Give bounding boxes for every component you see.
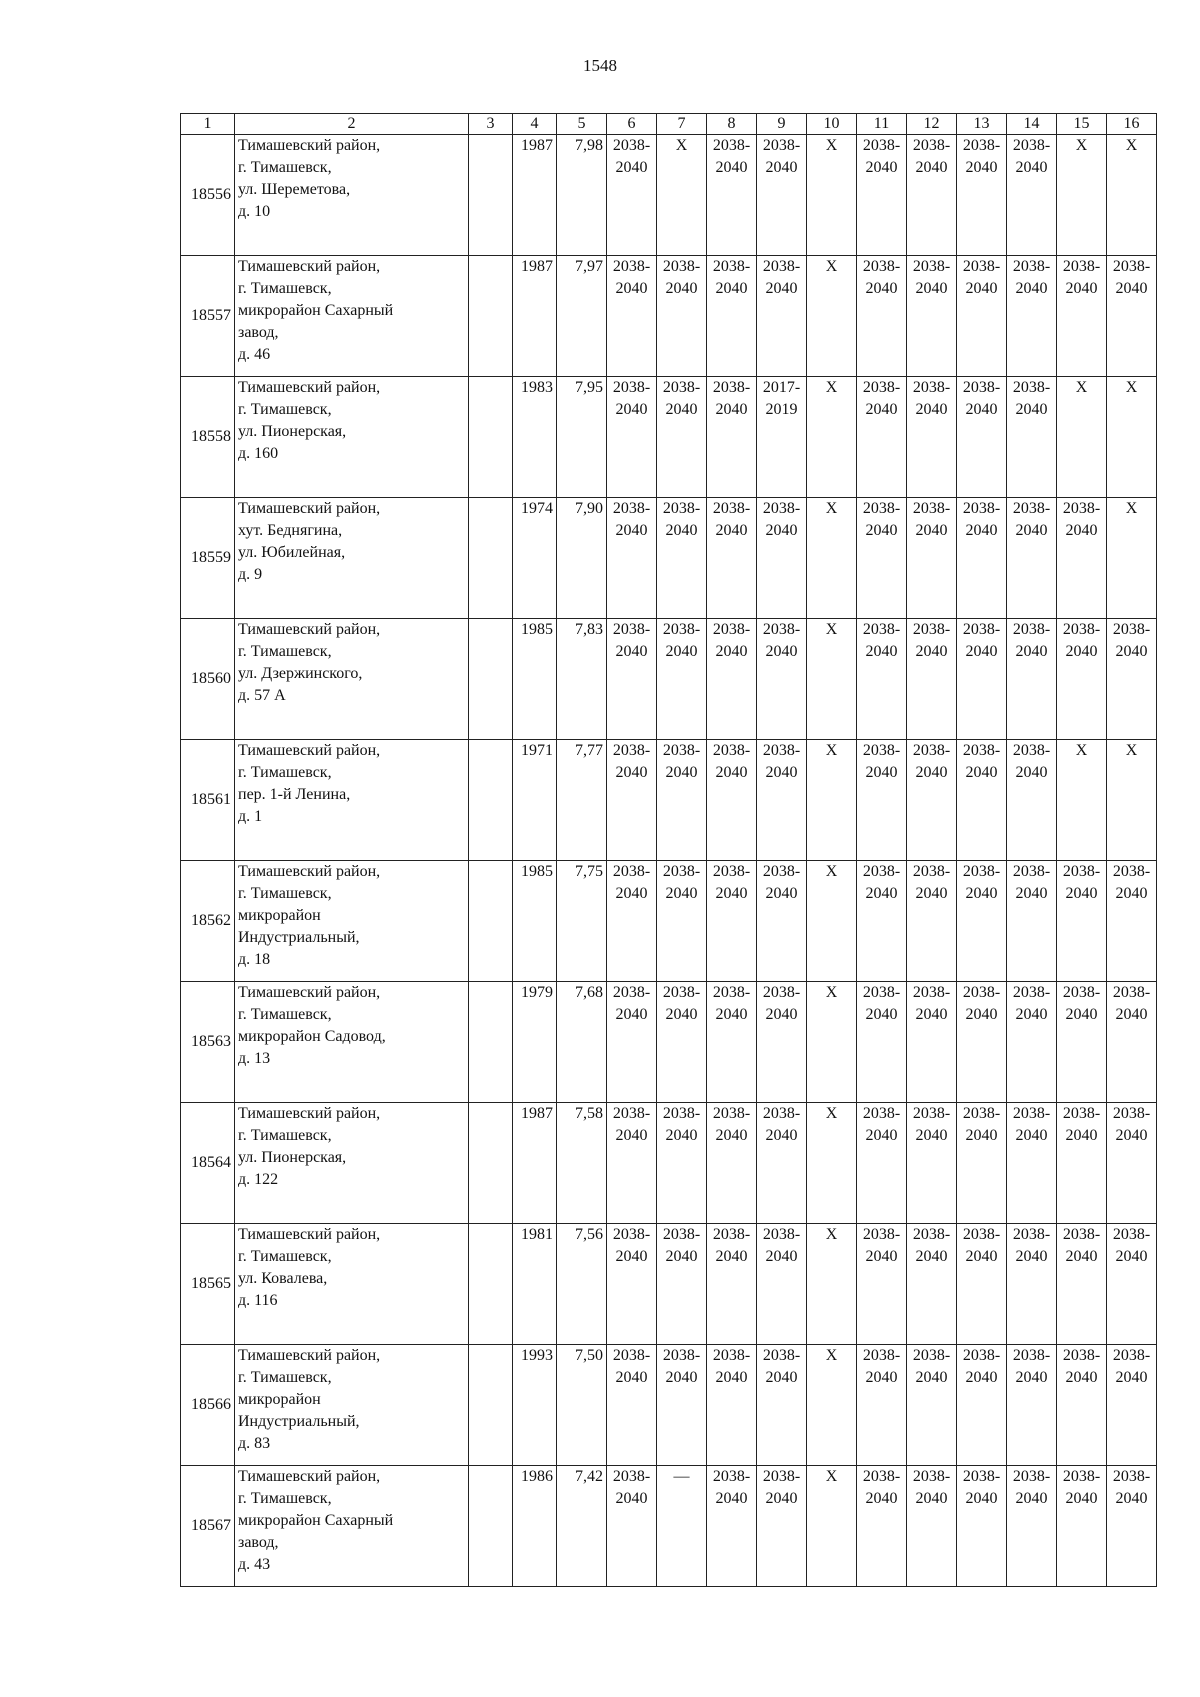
period-cell: 2038- 2040 <box>907 377 957 498</box>
col3-cell <box>469 135 513 256</box>
value-cell: 7,98 <box>557 135 607 256</box>
period-cell: 2038- 2040 <box>907 982 957 1103</box>
period-cell: 2038- 2040 <box>1107 256 1157 377</box>
period-cell: X <box>1057 740 1107 861</box>
period-cell: 2038- 2040 <box>657 861 707 982</box>
row-number: 18564 <box>181 1103 235 1224</box>
col3-cell <box>469 619 513 740</box>
period-cell: 2038- 2040 <box>707 1224 757 1345</box>
period-cell: X <box>807 256 857 377</box>
col3-cell <box>469 1466 513 1587</box>
column-header: 9 <box>757 114 807 135</box>
period-cell: 2038- 2040 <box>1107 982 1157 1103</box>
value-cell: 7,75 <box>557 861 607 982</box>
address-cell: Тимашевский район, г. Тимашевск, пер. 1-й Ленина, д. 1 <box>235 740 469 861</box>
period-cell: 2038- 2040 <box>607 377 657 498</box>
table-row <box>181 1345 1157 1466</box>
period-cell: 2038- 2040 <box>857 1224 907 1345</box>
period-cell: 2038- 2040 <box>657 1224 707 1345</box>
period-cell: 2038- 2040 <box>857 1345 907 1466</box>
period-cell: 2038- 2040 <box>907 135 957 256</box>
period-cell: 2038- 2040 <box>857 256 907 377</box>
period-cell: X <box>807 377 857 498</box>
period-cell: 2038- 2040 <box>707 377 757 498</box>
period-cell: X <box>1107 135 1157 256</box>
column-number-row <box>181 114 1157 135</box>
value-cell: 7,97 <box>557 256 607 377</box>
period-cell: X <box>657 135 707 256</box>
period-cell: X <box>807 861 857 982</box>
period-cell: 2038- 2040 <box>907 1466 957 1587</box>
period-cell: 2038- 2040 <box>1007 135 1057 256</box>
period-cell: X <box>807 982 857 1103</box>
value-cell: 7,42 <box>557 1466 607 1587</box>
column-header: 12 <box>907 114 957 135</box>
value-cell: 7,68 <box>557 982 607 1103</box>
period-cell: 2038- 2040 <box>907 740 957 861</box>
period-cell: 2038- 2040 <box>707 1466 757 1587</box>
period-cell: 2038- 2040 <box>707 256 757 377</box>
col3-cell <box>469 1224 513 1345</box>
address-cell: Тимашевский район, г. Тимашевск, ул. Ковалева, д. 116 <box>235 1224 469 1345</box>
row-number: 18561 <box>181 740 235 861</box>
period-cell: 2038- 2040 <box>757 1466 807 1587</box>
column-header: 11 <box>857 114 907 135</box>
period-cell: 2038- 2040 <box>707 619 757 740</box>
year-cell: 1974 <box>513 498 557 619</box>
period-cell: 2038- 2040 <box>857 135 907 256</box>
period-cell: 2038- 2040 <box>1007 861 1057 982</box>
address-cell: Тимашевский район, г. Тимашевск, ул. Шереметова, д. 10 <box>235 135 469 256</box>
table-row <box>181 1466 1157 1587</box>
period-cell: 2038- 2040 <box>607 1466 657 1587</box>
col3-cell <box>469 1345 513 1466</box>
period-cell: 2038- 2040 <box>607 1103 657 1224</box>
period-cell: 2038- 2040 <box>1107 1345 1157 1466</box>
period-cell: X <box>807 135 857 256</box>
period-cell: 2038- 2040 <box>857 982 907 1103</box>
period-cell: 2038- 2040 <box>957 861 1007 982</box>
period-cell: 2038- 2040 <box>957 1103 1007 1224</box>
period-cell: 2017- 2019 <box>757 377 807 498</box>
period-cell: 2038- 2040 <box>657 740 707 861</box>
row-number: 18562 <box>181 861 235 982</box>
period-cell: 2038- 2040 <box>957 1224 1007 1345</box>
period-cell: 2038- 2040 <box>757 861 807 982</box>
period-cell: 2038- 2040 <box>1007 1224 1057 1345</box>
row-number: 18557 <box>181 256 235 377</box>
period-cell: 2038- 2040 <box>957 1466 1007 1587</box>
period-cell: 2038- 2040 <box>1107 1224 1157 1345</box>
period-cell: X <box>1107 740 1157 861</box>
period-cell: 2038- 2040 <box>1007 619 1057 740</box>
address-cell: Тимашевский район, г. Тимашевск, микрорайон Индустриальный, д. 18 <box>235 861 469 982</box>
period-cell: 2038- 2040 <box>607 256 657 377</box>
col3-cell <box>469 982 513 1103</box>
period-cell: 2038- 2040 <box>657 982 707 1103</box>
period-cell: 2038- 2040 <box>857 619 907 740</box>
year-cell: 1987 <box>513 135 557 256</box>
row-number: 18566 <box>181 1345 235 1466</box>
col3-cell <box>469 256 513 377</box>
period-cell: X <box>807 498 857 619</box>
period-cell: 2038- 2040 <box>907 256 957 377</box>
period-cell: 2038- 2040 <box>1007 740 1057 861</box>
period-cell: 2038- 2040 <box>607 1345 657 1466</box>
period-cell: 2038- 2040 <box>957 377 1007 498</box>
period-cell: 2038- 2040 <box>607 1224 657 1345</box>
period-cell: X <box>1057 377 1107 498</box>
period-cell: 2038- 2040 <box>757 498 807 619</box>
period-cell: 2038- 2040 <box>707 740 757 861</box>
period-cell: 2038- 2040 <box>957 256 1007 377</box>
period-cell: X <box>807 1103 857 1224</box>
year-cell: 1987 <box>513 1103 557 1224</box>
value-cell: 7,83 <box>557 619 607 740</box>
period-cell: X <box>807 1224 857 1345</box>
period-cell: X <box>1107 377 1157 498</box>
period-cell: 2038- 2040 <box>857 861 907 982</box>
period-cell: 2038- 2040 <box>957 619 1007 740</box>
page-number: 1548 <box>583 56 617 75</box>
period-cell: 2038- 2040 <box>1107 1466 1157 1587</box>
year-cell: 1983 <box>513 377 557 498</box>
period-cell: X <box>807 1345 857 1466</box>
period-cell: 2038- 2040 <box>1107 861 1157 982</box>
column-header: 16 <box>1107 114 1157 135</box>
period-cell: X <box>807 1466 857 1587</box>
period-cell: 2038- 2040 <box>757 982 807 1103</box>
period-cell: 2038- 2040 <box>657 619 707 740</box>
address-cell: Тимашевский район, г. Тимашевск, микрорайон Индустриальный, д. 83 <box>235 1345 469 1466</box>
column-header: 14 <box>1007 114 1057 135</box>
column-header: 4 <box>513 114 557 135</box>
period-cell: 2038- 2040 <box>607 861 657 982</box>
period-cell: 2038- 2040 <box>657 1345 707 1466</box>
period-cell: 2038- 2040 <box>907 1224 957 1345</box>
address-cell: Тимашевский район, г. Тимашевск, ул. Пионерская, д. 122 <box>235 1103 469 1224</box>
col3-cell <box>469 740 513 861</box>
period-cell: X <box>807 740 857 861</box>
period-cell: 2038- 2040 <box>857 498 907 619</box>
period-cell: 2038- 2040 <box>707 135 757 256</box>
period-cell: 2038- 2040 <box>1007 1466 1057 1587</box>
table-row <box>181 377 1157 498</box>
value-cell: 7,90 <box>557 498 607 619</box>
period-cell: 2038- 2040 <box>857 377 907 498</box>
period-cell: 2038- 2040 <box>907 498 957 619</box>
period-cell: 2038- 2040 <box>757 1103 807 1224</box>
value-cell: 7,50 <box>557 1345 607 1466</box>
value-cell: 7,58 <box>557 1103 607 1224</box>
period-cell: 2038- 2040 <box>1107 1103 1157 1224</box>
row-number: 18560 <box>181 619 235 740</box>
period-cell: 2038- 2040 <box>1057 498 1107 619</box>
table-row <box>181 740 1157 861</box>
row-number: 18559 <box>181 498 235 619</box>
period-cell: 2038- 2040 <box>957 740 1007 861</box>
period-cell: 2038- 2040 <box>607 619 657 740</box>
address-cell: Тимашевский район, г. Тимашевск, микрорайон Садовод, д. 13 <box>235 982 469 1103</box>
row-number: 18565 <box>181 1224 235 1345</box>
year-cell: 1987 <box>513 256 557 377</box>
year-cell: 1979 <box>513 982 557 1103</box>
year-cell: 1993 <box>513 1345 557 1466</box>
period-cell: X <box>807 619 857 740</box>
period-cell: 2038- 2040 <box>757 740 807 861</box>
period-cell: 2038- 2040 <box>1007 1103 1057 1224</box>
row-number: 18567 <box>181 1466 235 1587</box>
period-cell: 2038- 2040 <box>1057 1103 1107 1224</box>
table-body <box>181 135 1157 1587</box>
period-cell: 2038- 2040 <box>657 377 707 498</box>
column-header: 6 <box>607 114 657 135</box>
period-cell: 2038- 2040 <box>757 1345 807 1466</box>
address-cell: Тимашевский район, г. Тимашевск, ул. Дзержинского, д. 57 А <box>235 619 469 740</box>
table-row <box>181 982 1157 1103</box>
table-row <box>181 1103 1157 1224</box>
row-number: 18563 <box>181 982 235 1103</box>
period-cell: X <box>1057 135 1107 256</box>
year-cell: 1981 <box>513 1224 557 1345</box>
period-cell: 2038- 2040 <box>1057 861 1107 982</box>
period-cell: 2038- 2040 <box>1057 1224 1107 1345</box>
address-cell: Тимашевский район, хут. Беднягина, ул. Юбилейная, д. 9 <box>235 498 469 619</box>
period-cell: 2038- 2040 <box>907 861 957 982</box>
period-cell: 2038- 2040 <box>607 982 657 1103</box>
period-cell: 2038- 2040 <box>707 498 757 619</box>
period-cell: 2038- 2040 <box>757 619 807 740</box>
period-cell: 2038- 2040 <box>957 982 1007 1103</box>
period-cell: 2038- 2040 <box>1057 1345 1107 1466</box>
address-cell: Тимашевский район, г. Тимашевск, микрорайон Сахарный завод, д. 43 <box>235 1466 469 1587</box>
period-cell: 2038- 2040 <box>757 1224 807 1345</box>
column-header: 3 <box>469 114 513 135</box>
period-cell: 2038- 2040 <box>607 740 657 861</box>
period-cell: 2038- 2040 <box>857 1103 907 1224</box>
row-number: 18556 <box>181 135 235 256</box>
period-cell: 2038- 2040 <box>707 1103 757 1224</box>
period-cell: 2038- 2040 <box>1007 256 1057 377</box>
period-cell: 2038- 2040 <box>1057 256 1107 377</box>
period-cell: 2038- 2040 <box>607 498 657 619</box>
column-header: 1 <box>181 114 235 135</box>
table-row <box>181 498 1157 619</box>
year-cell: 1986 <box>513 1466 557 1587</box>
column-header: 15 <box>1057 114 1107 135</box>
address-cell: Тимашевский район, г. Тимашевск, ул. Пионерская, д. 160 <box>235 377 469 498</box>
column-header: 8 <box>707 114 757 135</box>
period-cell: 2038- 2040 <box>657 256 707 377</box>
period-cell: 2038- 2040 <box>907 1345 957 1466</box>
period-cell: 2038- 2040 <box>707 861 757 982</box>
column-header: 7 <box>657 114 707 135</box>
col3-cell <box>469 498 513 619</box>
row-number: 18558 <box>181 377 235 498</box>
col3-cell <box>469 377 513 498</box>
period-cell: 2038- 2040 <box>1007 982 1057 1103</box>
table-row <box>181 135 1157 256</box>
period-cell: 2038- 2040 <box>707 1345 757 1466</box>
period-cell: — <box>657 1466 707 1587</box>
housing-register-table <box>180 113 1157 1587</box>
year-cell: 1971 <box>513 740 557 861</box>
period-cell: 2038- 2040 <box>607 135 657 256</box>
column-header: 10 <box>807 114 857 135</box>
period-cell: 2038- 2040 <box>957 498 1007 619</box>
period-cell: 2038- 2040 <box>857 740 907 861</box>
col3-cell <box>469 1103 513 1224</box>
period-cell: 2038- 2040 <box>857 1466 907 1587</box>
period-cell: X <box>1107 498 1157 619</box>
period-cell: 2038- 2040 <box>1057 982 1107 1103</box>
period-cell: 2038- 2040 <box>707 982 757 1103</box>
value-cell: 7,95 <box>557 377 607 498</box>
column-header: 5 <box>557 114 607 135</box>
table-row <box>181 256 1157 377</box>
period-cell: 2038- 2040 <box>1007 377 1057 498</box>
period-cell: 2038- 2040 <box>1107 619 1157 740</box>
period-cell: 2038- 2040 <box>907 1103 957 1224</box>
year-cell: 1985 <box>513 861 557 982</box>
table-row <box>181 861 1157 982</box>
column-header: 2 <box>235 114 469 135</box>
value-cell: 7,77 <box>557 740 607 861</box>
period-cell: 2038- 2040 <box>1057 619 1107 740</box>
period-cell: 2038- 2040 <box>757 256 807 377</box>
table-row <box>181 619 1157 740</box>
address-cell: Тимашевский район, г. Тимашевск, микрорайон Сахарный завод, д. 46 <box>235 256 469 377</box>
period-cell: 2038- 2040 <box>1007 1345 1057 1466</box>
column-header: 13 <box>957 114 1007 135</box>
period-cell: 2038- 2040 <box>657 498 707 619</box>
year-cell: 1985 <box>513 619 557 740</box>
col3-cell <box>469 861 513 982</box>
period-cell: 2038- 2040 <box>957 135 1007 256</box>
period-cell: 2038- 2040 <box>1007 498 1057 619</box>
table-row <box>181 1224 1157 1345</box>
period-cell: 2038- 2040 <box>907 619 957 740</box>
period-cell: 2038- 2040 <box>1057 1466 1107 1587</box>
period-cell: 2038- 2040 <box>957 1345 1007 1466</box>
value-cell: 7,56 <box>557 1224 607 1345</box>
period-cell: 2038- 2040 <box>657 1103 707 1224</box>
period-cell: 2038- 2040 <box>757 135 807 256</box>
